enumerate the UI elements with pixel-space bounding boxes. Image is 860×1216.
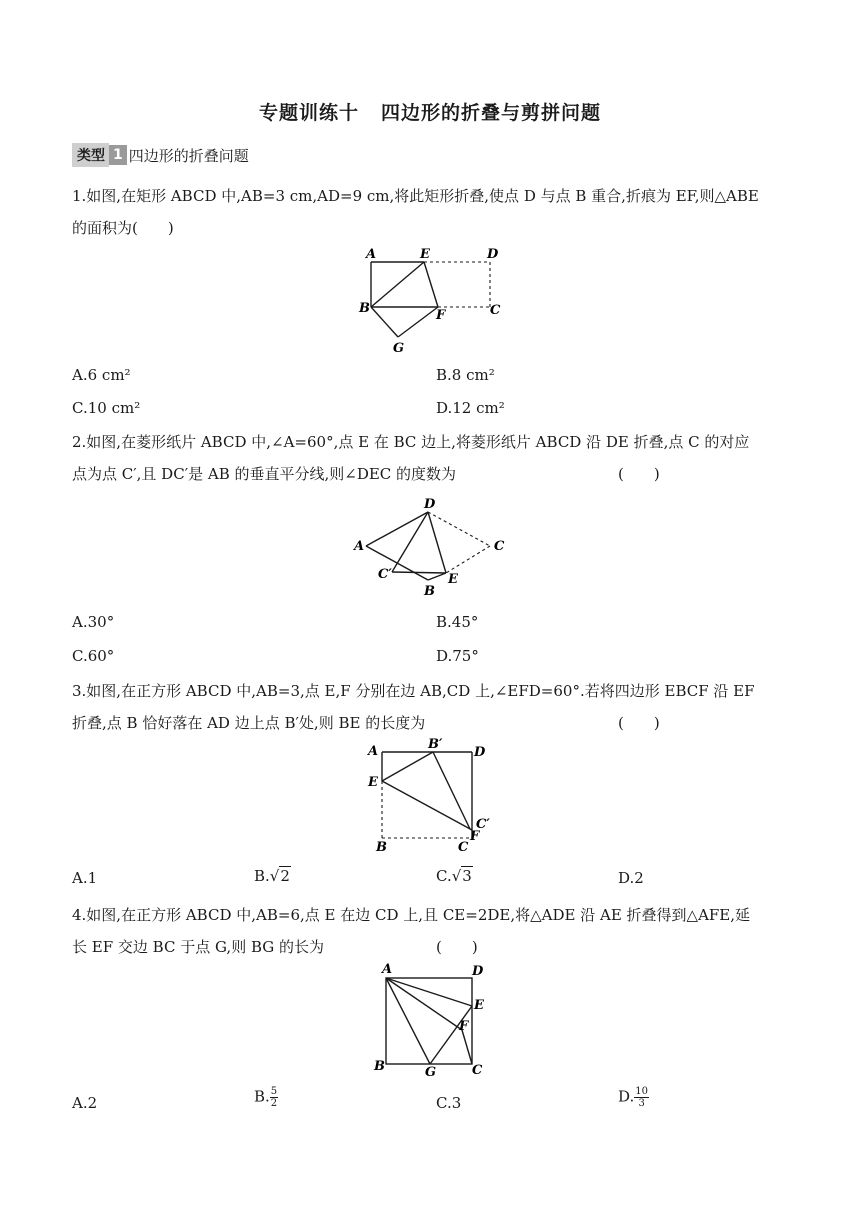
question-3 <box>72 675 792 739</box>
segment-bg <box>371 307 398 337</box>
segment-gf <box>398 307 438 337</box>
q4-option-b-numerator: 5 <box>270 1086 278 1097</box>
q2-option-c[interactable]: C.60° <box>72 647 115 665</box>
fraction <box>270 1086 278 1109</box>
q3-option-a[interactable]: A.1 <box>72 869 98 887</box>
q1-option-b[interactable]: B.8 cm² <box>436 366 495 384</box>
question-1-figure <box>350 244 510 356</box>
segment-ce-dashed <box>446 546 490 573</box>
q2-option-d[interactable]: D.75° <box>436 647 479 665</box>
label-f: F <box>459 1019 469 1034</box>
question-4-figure <box>366 960 496 1080</box>
q3-option-c-radicand: 3 <box>462 867 472 885</box>
label-c: C <box>494 539 505 554</box>
label-e: E <box>448 572 458 587</box>
q4-option-c[interactable]: C.3 <box>436 1094 462 1112</box>
label-f: F <box>470 829 480 844</box>
q3-option-b[interactable] <box>254 867 291 885</box>
segment-de <box>428 512 446 573</box>
label-a: A <box>354 539 365 554</box>
label-e: E <box>420 247 430 262</box>
section-number: 1 <box>109 145 127 165</box>
question-3-line-1: 3.如图,在正方形 ABCD 中,AB=3,点 E,F 分别在边 AB,CD 上,∠EFD=60°.若将四边形 EBCF 沿 EF <box>72 682 755 700</box>
q4-option-b-prefix: B. <box>254 1087 270 1106</box>
label-e: E <box>368 775 378 790</box>
segment-ef <box>424 262 438 307</box>
q2-answer-paren: ( ) <box>618 465 660 483</box>
question-1 <box>72 180 792 244</box>
label-d: D <box>487 247 499 262</box>
q4-option-b[interactable] <box>254 1086 278 1109</box>
segment-ebp <box>382 752 433 781</box>
segment-dc-dashed <box>428 512 490 546</box>
q4-option-b-denominator: 2 <box>270 1098 278 1109</box>
label-c: C <box>472 1063 483 1078</box>
label-g: G <box>393 341 405 356</box>
sqrt-symbol: √2 <box>269 867 290 885</box>
label-c-prime: C′ <box>378 567 392 582</box>
segment-fc <box>462 1030 472 1064</box>
q1-option-a[interactable]: A.6 cm² <box>72 366 131 384</box>
segment-dcp <box>392 512 428 572</box>
question-2-line-1: 2.如图,在菱形纸片 ABCD 中,∠A=60°,点 E 在 BC 边上,将菱形纸片 ABCD 沿 DE 折叠,点 C 的对应 <box>72 433 750 451</box>
q4-option-d-denominator: 3 <box>638 1098 645 1109</box>
q1-option-c[interactable]: C.10 cm² <box>72 399 141 417</box>
title-left: 专题训练十 <box>258 102 359 124</box>
section-badge: 类型 <box>72 143 109 167</box>
label-c-prime: C′ <box>476 817 490 832</box>
label-b: B <box>424 584 435 599</box>
label-b: B <box>359 301 370 316</box>
segment-bpcp <box>433 752 470 829</box>
label-e: E <box>474 998 484 1013</box>
q4-option-d-prefix: D. <box>618 1087 635 1106</box>
question-3-figure <box>362 736 498 856</box>
label-f: F <box>436 308 446 323</box>
q2-option-a[interactable]: A.30° <box>72 613 115 631</box>
q2-option-b[interactable]: B.45° <box>436 613 479 631</box>
q1-option-d[interactable]: D.12 cm² <box>436 399 505 417</box>
q4-option-d-numerator: 10 <box>635 1086 648 1097</box>
q3-option-c-prefix: C. <box>436 867 452 885</box>
label-d: D <box>472 964 484 979</box>
question-2 <box>72 426 792 490</box>
segment-cpe <box>392 572 446 573</box>
q4-option-a[interactable]: A.2 <box>72 1094 98 1112</box>
segment-be <box>371 262 424 307</box>
label-g: G <box>425 1065 437 1080</box>
sqrt-symbol: √3 <box>451 867 472 885</box>
segment-eg <box>430 1006 472 1064</box>
title-right: 四边形的折叠与剪拼问题 <box>381 102 602 124</box>
fraction <box>634 1086 649 1109</box>
q4-answer-paren: ( ) <box>436 938 478 956</box>
question-2-figure <box>346 494 516 600</box>
q3-option-d[interactable]: D.2 <box>618 869 644 887</box>
label-d: D <box>474 745 486 760</box>
segment-be <box>428 573 446 580</box>
label-b-prime: B′ <box>428 737 443 752</box>
label-b: B <box>374 1059 385 1074</box>
question-2-line-2: 点为点 C′,且 DC′是 AB 的垂直平分线,则∠DEC 的度数为 <box>72 465 457 483</box>
question-4-line-1: 4.如图,在正方形 ABCD 中,AB=6,点 E 在边 CD 上,且 CE=2DE,将△ADE 沿 AE 折叠得到△AFE,延 <box>72 906 751 924</box>
q3-option-b-prefix: B. <box>254 867 270 885</box>
q3-option-b-radicand: 2 <box>280 867 290 885</box>
label-c: C <box>490 303 501 318</box>
segment-da <box>366 512 428 546</box>
q3-option-c[interactable] <box>436 867 473 885</box>
label-a: A <box>368 744 379 759</box>
segment-af <box>386 978 462 1030</box>
q4-option-d[interactable] <box>618 1086 649 1109</box>
q3-answer-paren: ( ) <box>618 714 660 732</box>
section-header <box>72 143 249 167</box>
page-title <box>0 98 860 125</box>
section-title: 四边形的折叠问题 <box>128 146 249 165</box>
label-a: A <box>382 962 393 977</box>
label-c: C <box>458 840 469 855</box>
question-3-line-2: 折叠,点 B 恰好落在 AD 边上点 B′处,则 BE 的长度为 <box>72 714 426 732</box>
question-4-line-2: 长 EF 交边 BC 于点 G,则 BG 的长为 <box>72 938 325 956</box>
label-a: A <box>366 247 377 262</box>
question-1-line-2: 的面积为( ) <box>72 219 174 237</box>
label-b: B <box>376 840 387 855</box>
question-1-line-1: 1.如图,在矩形 ABCD 中,AB=3 cm,AD=9 cm,将此矩形折叠,使点 D 与点 B 重合,折痕为 EF,则△ABE <box>72 187 759 205</box>
label-d: D <box>424 497 436 512</box>
question-4 <box>72 899 792 963</box>
